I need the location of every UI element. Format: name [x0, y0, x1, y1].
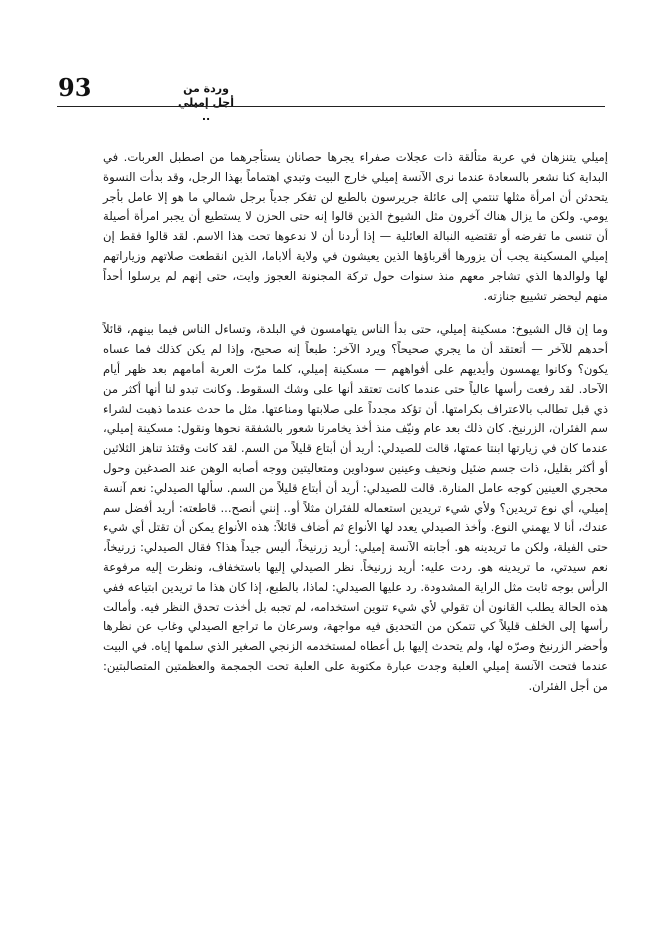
- body-text: [103, 148, 608, 697]
- page-number: 93: [58, 73, 92, 102]
- header-rule: [57, 106, 605, 107]
- paragraph-2: وما إن قال الشيوخ: مسكينة إميلي، حتى بدأ الناس يتهامسون في البلدة، وتساءل الناس فيما بينهم، قائلاً أحدهم للآخر — أتعتقد أن ما يجري صحيحاً؟ ويرد الآخر: طبعاً إنه صحيح، وإذا لم يكن كذلك فما عساه يكون؟ وكانوا يهمسون وأيديهم على أفواههم — مسكينة إميلي، كلما مرّت العربة أمامهم بعد ظهر أيام الآحاد. لقد رفعت رأسها عالياً حتى عندما كانت تعتقد أنها على وشك السقوط. وكانت تبدو لنا أنها أكثر من ذي قبل تطالب بالاعتراف بكرامتها. أن تؤكد مجدداً على صلابتها ومناعتها. مثل ما حدث عندما ذهبت لشراء سم الفئران، الزرنيخ. كان ذلك بعد عام ونيّف منذ أخذ يخامرنا شعور بالشفقة نحوها ونقول: مسكينة إميلي، عندما كان في زيارتها ابنتا عمتها، قالت للصيدلي: أريد أن أبتاع قليلاً من السم. لقد كانت وقتئذ تناهز الثلاثين أو أكثر بقليل، ذات جسم ضئيل ونحيف وعينين سوداوين ومتعاليتين ووجه أصابه الوهن عند الصدغين وحول محجري العينين كوجه عامل المنارة. قالت للصيدلي: أريد أن أبتاع قليلاً من السم. سألها الصيدلي: نعم آنسة إميلي، أي نوع تريدين؟ ولأي شيء تريدين استعماله للفئران مثلاً أو.. إنني أنصح... قاطعته: أريد أفضل سم عندك، أنا لا يهمني النوع. وأخذ الصيدلي يعدد لها الأنواع ثم أضاف قائلاً: هذه الأنواع يمكن أن تقتل أي شيء حتى الفيلة، ولكن ما تريدينه هو. أجابته الآنسة إميلي: أريد زرنيخاً، أليس جيداً هذا؟ فقال الصيدلي: زرنيخاً، نعم سيدتي، ما تريدينه هو. ردت عليه: أريد زرنيخاً. نظر الصيدلي إليها باستخفاف، ونظرت إليه مرفوعة الرأس بوجه ثابت مثل الراية المشدودة. رد عليها الصيدلي: لماذا، بالطبع، إذا كان هذا ما تريدين ابتياعه ففي هذه الحالة يطلب القانون أن تقولي لأي شيء تنوين استخدامه، لم تجبه بل أخذت تحدق النظر فيه. وأمالت رأسها إلى الخلف قليلاً كي تتمكن من التحديق فيه مواجهة، وسرعان ما تراجع الصيدلي وغاب عن نظرها وأحضر الزرنيخ وصرّه لها، ولم يتحدث إليها بل أعطاه لمستخدمه الزنجي الصغير الذي سلمها إياه. في البيت عندما فتحت الآنسة إميلي العلبة وجدت عبارة مكتوبة على العلبة تحت الجمجمة والعظمتين المتصالبتين: من أجل الفئران.: [103, 322, 608, 693]
- running-title: وردة من أجل إميلي ..: [177, 82, 235, 123]
- paragraph-1: إميلي يتنزهان في عربة متألقة ذات عجلات صفراء يجرها حصانان يستأجرهما من اصطبل العربات. في البداية كنا نشعر بالسعادة عندما نرى الآنسة إميلي خارج البيت وتبدي اهتماماً بهذا الرجل، وقد بدأت النسوة يتحدثن أن امرأة مثلها تنتمي إلى عائلة جريرسون بالطبع لن تفكر جدياً برجل شمالي ما هو إلا عامل بأجر يومي. ولكن ما يزال هناك آخرون مثل الشيوخ الذين قالوا إنه حتى الحزن لا يستطيع أن يجبر امرأة أصيلة أن تنسى ما تفرضه أو تقتضيه النبالة العائلية — إذا أردنا أن لا ندعوها تحت هذا الاسم. لقد قالوا فقط إن إميلي المسكينة يجب أن يزورها أقرباؤها الذين يعيشون في ولاية ألاباما، الذين انقطعت صلاتهم وزياراتهم لها ولوالدها الذي تشاجر معهم منذ سنوات حول تركة المجنونة العجوز وايت، حتى إنهم لم يرسلوا أحداً منهم ليحضر تشييع جنازته.: [103, 150, 608, 303]
- paragraph-gap: [103, 306, 608, 320]
